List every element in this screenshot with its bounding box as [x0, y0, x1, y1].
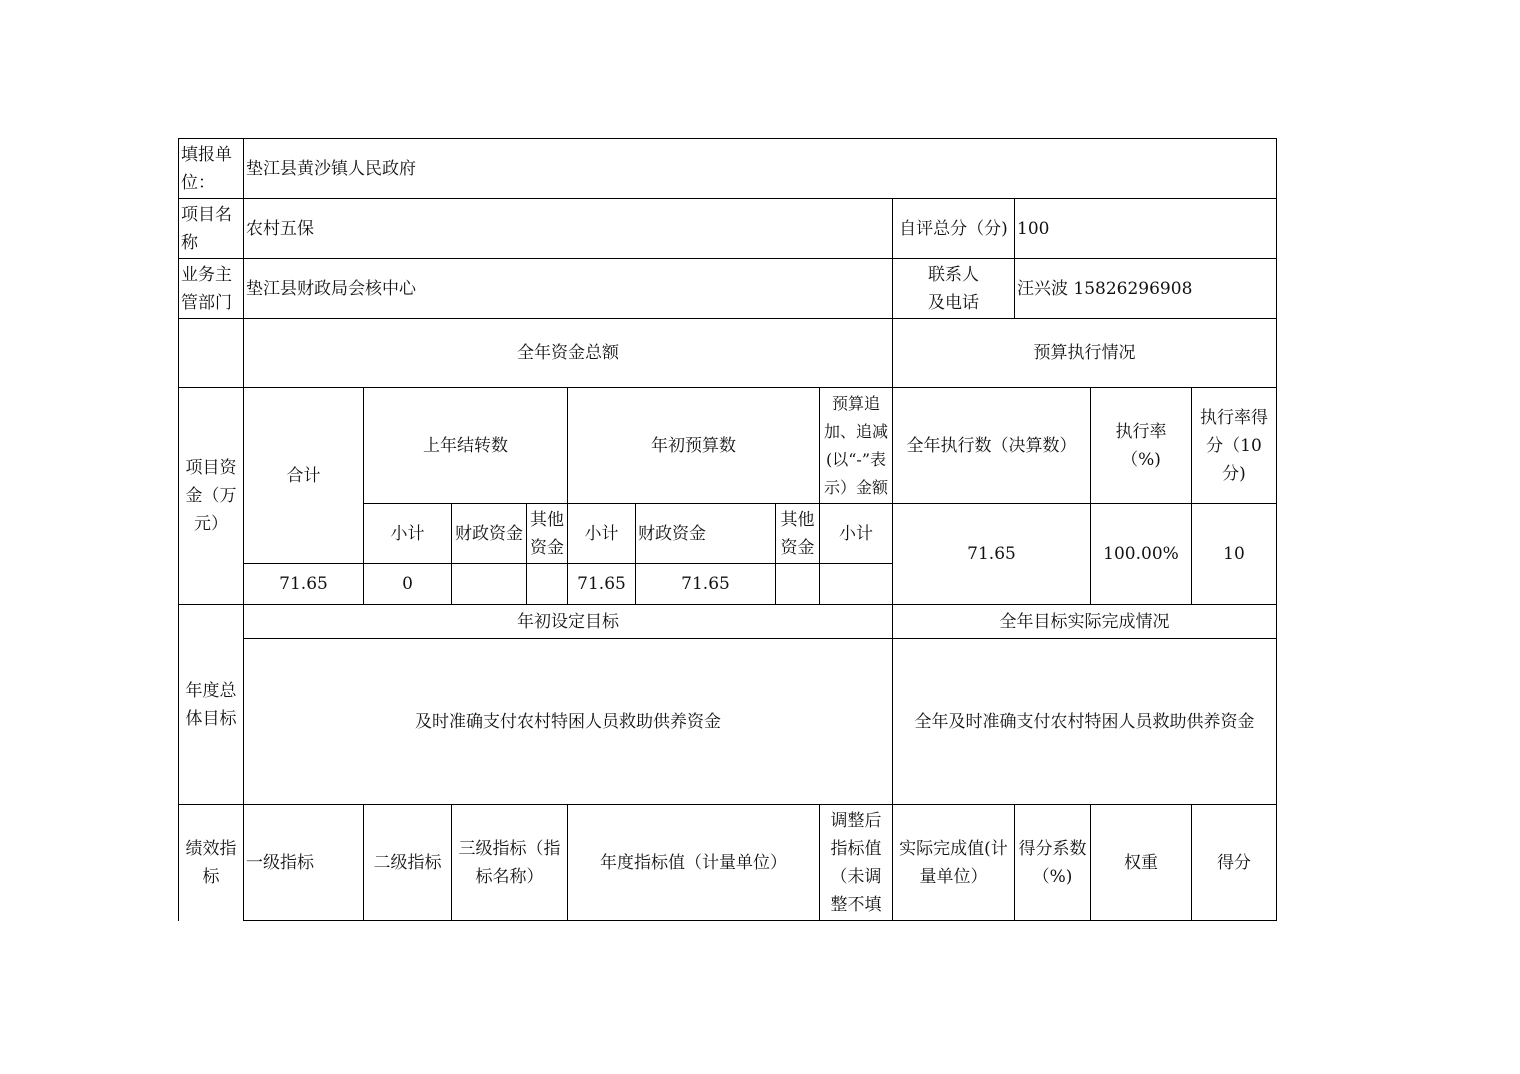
project-name-label: 项目名称 [181, 204, 232, 253]
self-score-value: 100 [1017, 218, 1050, 239]
goals-set-value: 及时准确支付农村特困人员救助供养资金 [415, 711, 721, 732]
value-total: 71.65 [279, 574, 328, 594]
project-name-value: 农村五保 [246, 218, 314, 239]
value-exec-score: 10 [1223, 544, 1245, 564]
value-exec-rate: 100.00% [1103, 544, 1179, 564]
value-init-subtotal: 71.65 [577, 574, 626, 594]
unit-label: 填报单位： [181, 144, 232, 193]
col-exec-rate: 执行率（%) [1115, 421, 1167, 470]
col-actual-value: 实际完成值(计量单位） [899, 838, 1008, 887]
dept-value: 垫江县财政局会核中心 [246, 278, 416, 299]
col-level2-indicator: 二级指标 [373, 852, 442, 873]
value-adjust-subtotal [820, 564, 892, 604]
value-prev-fiscal [452, 564, 526, 604]
sub-init-fiscal: 财政资金 [638, 523, 706, 544]
col-full-year-exec: 全年执行数（决算数） [906, 435, 1077, 456]
col-weight: 权重 [1124, 852, 1158, 873]
dept-label: 业务主管部门 [181, 264, 232, 313]
col-score: 得分 [1217, 852, 1251, 873]
col-total: 合计 [286, 465, 321, 486]
grid-line [243, 920, 1277, 921]
value-init-fiscal: 71.65 [681, 574, 730, 594]
sub-init-subtotal: 小计 [584, 523, 619, 544]
sub-prev-fiscal: 财政资金 [455, 523, 523, 544]
col-score-coef: 得分系数（%) [1018, 838, 1087, 887]
col-adjust: 预算追加、追减(以“-”表示）金额 [823, 393, 888, 497]
total-funds-header: 全年资金总额 [517, 343, 619, 363]
funds-row-label: 项目资金（万元） [185, 458, 237, 534]
col-annual-value: 年度指标值（计量单位） [600, 852, 787, 873]
grid-line [1276, 138, 1277, 921]
col-level1-indicator: 一级指标 [246, 852, 314, 873]
unit-value: 垫江县黄沙镇人民政府 [246, 158, 416, 179]
goals-row-label: 年度总体目标 [185, 680, 237, 729]
value-prev-other [527, 564, 567, 604]
contact-value: 汪兴波 15826296908 [1017, 278, 1193, 299]
col-adjusted-value: 调整后指标值（未调整不填 [830, 810, 882, 915]
col-initial-budget: 年初预算数 [651, 435, 736, 456]
sub-adjust-subtotal: 小计 [839, 523, 873, 544]
sub-prev-subtotal: 小计 [390, 523, 425, 544]
sub-init-other: 其他资金 [780, 509, 815, 558]
budget-exec-header: 预算执行情况 [1033, 343, 1136, 363]
col-prev-year: 上年结转数 [423, 435, 508, 456]
value-init-other [776, 564, 819, 604]
col-exec-score: 执行率得分（10 分) [1200, 407, 1268, 484]
indicators-row-label: 绩效指标 [185, 839, 237, 887]
value-prev-subtotal: 0 [402, 574, 413, 594]
col-level3-indicator: 三级指标（指标名称） [458, 838, 561, 887]
goals-actual-value: 全年及时准确支付农村特困人员救助供养资金 [914, 711, 1255, 732]
value-full-year-exec: 71.65 [967, 544, 1016, 564]
contact-label: 联系人 及电话 [928, 264, 979, 313]
self-score-label: 自评总分（分) [899, 218, 1008, 239]
goals-actual-header: 全年目标实际完成情况 [999, 611, 1170, 632]
goals-set-header: 年初设定目标 [517, 611, 619, 632]
sub-prev-other: 其他资金 [530, 509, 564, 558]
